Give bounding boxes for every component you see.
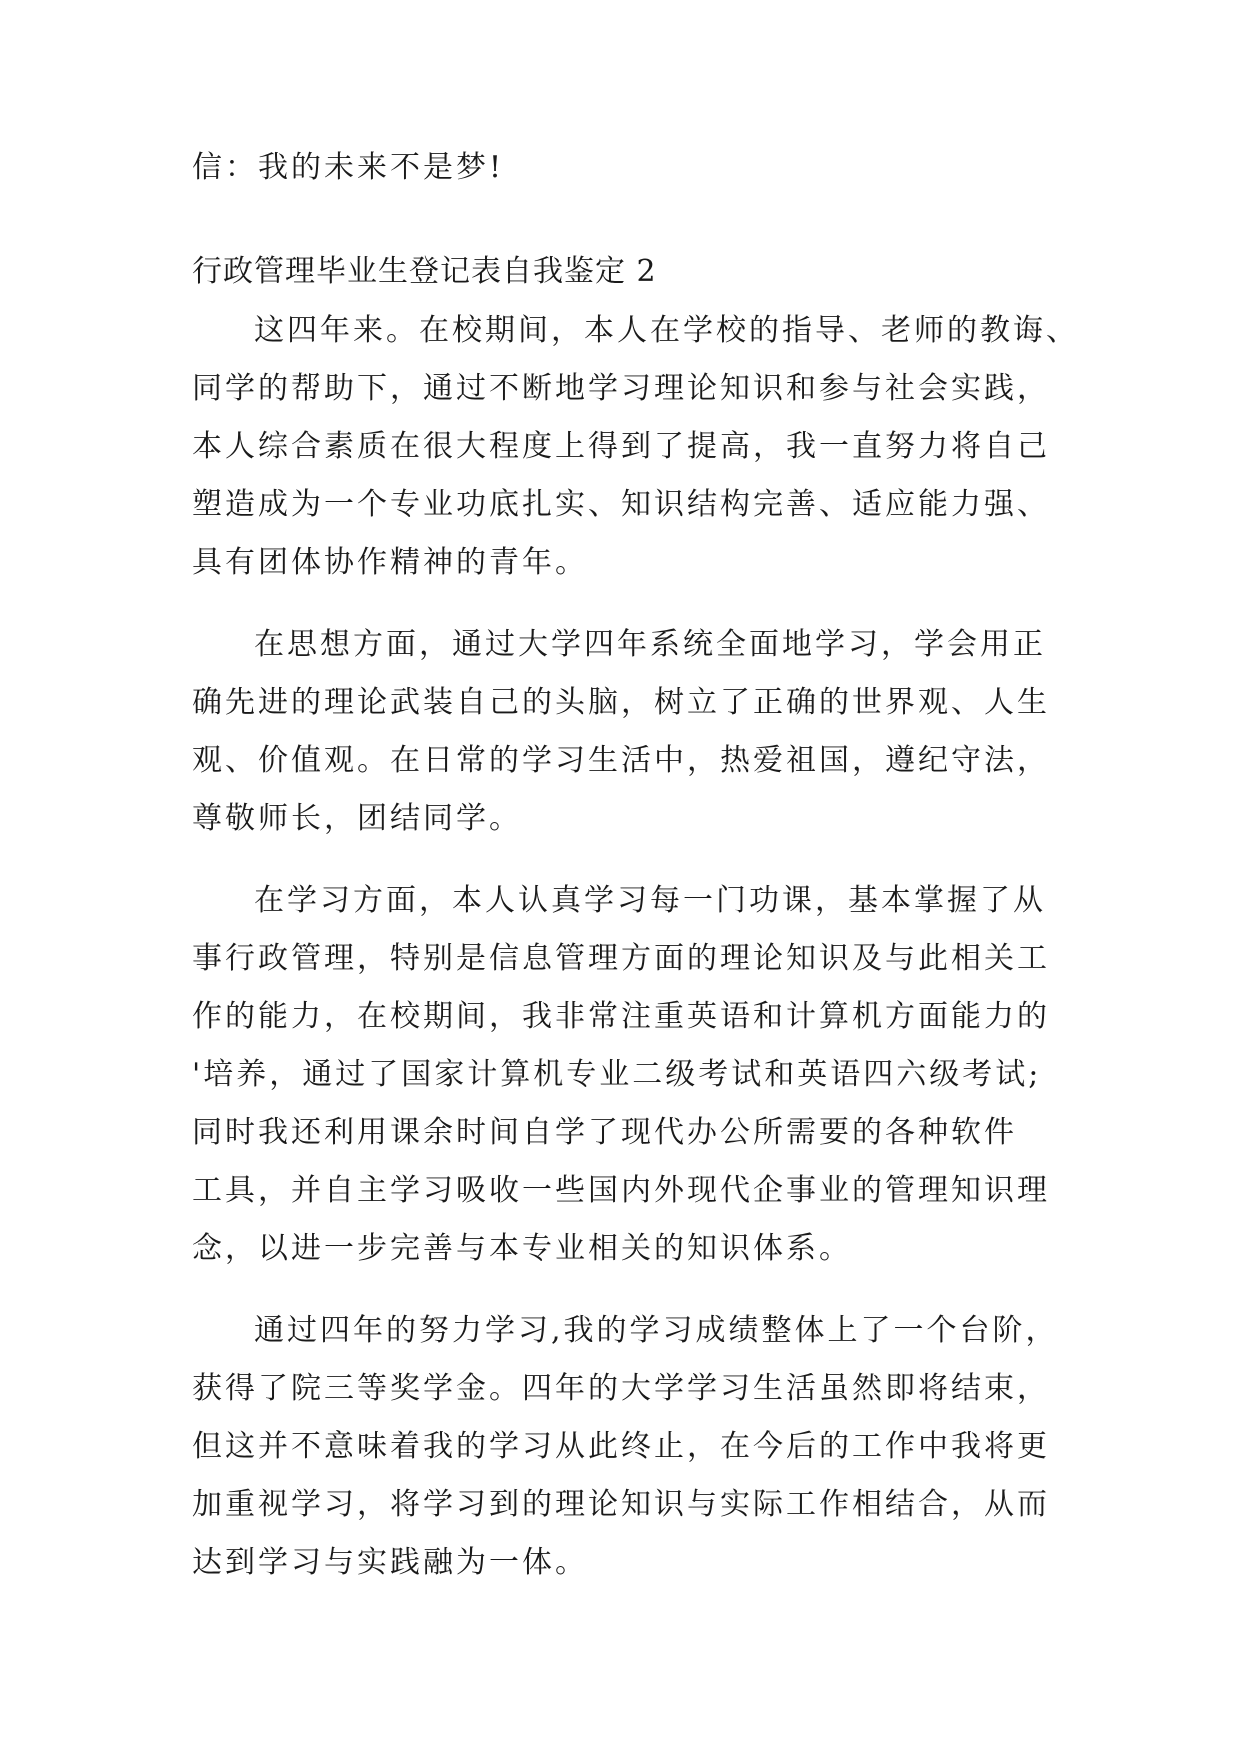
section-title: 行政管理毕业生登记表自我鉴定 2: [192, 254, 657, 289]
paragraph-line: 在学习方面，本人认真学习每一门功课，基本掌握了从: [254, 883, 1046, 918]
paragraph-line: 尊敬师长，团结同学。: [192, 801, 522, 836]
paragraph-line: 通过四年的努力学习,我的学习成绩整体上了一个台阶，: [254, 1313, 1059, 1348]
closing-line: 信：我的未来不是梦!: [192, 150, 505, 185]
paragraph-line: '培养，通过了国家计算机专业二级考试和英语四六级考试;: [192, 1057, 1042, 1092]
paragraph-line: 作的能力，在校期间，我非常注重英语和计算机方面能力的: [192, 999, 1050, 1034]
paragraph-line: 但这并不意味着我的学习从此终止，在今后的工作中我将更: [192, 1429, 1050, 1464]
paragraph-line: 同学的帮助下，通过不断地学习理论知识和参与社会实践，: [192, 371, 1050, 406]
paragraph-line: 加重视学习，将学习到的理论知识与实际工作相结合，从而: [192, 1487, 1050, 1522]
paragraph-line: 这四年来。在校期间，本人在学校的指导、老师的教诲、: [254, 313, 1079, 348]
paragraph-line: 获得了院三等奖学金。四年的大学学习生活虽然即将结束，: [192, 1371, 1050, 1406]
paragraph-line: 达到学习与实践融为一体。: [192, 1545, 588, 1580]
paragraph-line: 确先进的理论武装自己的头脑，树立了正确的世界观、人生: [192, 685, 1050, 720]
paragraph-line: 塑造成为一个专业功底扎实、知识结构完善、适应能力强、: [192, 487, 1050, 522]
paragraph-line: 事行政管理，特别是信息管理方面的理论知识及与此相关工: [192, 941, 1050, 976]
paragraph-line: 具有团体协作精神的青年。: [192, 545, 588, 580]
paragraph-line: 本人综合素质在很大程度上得到了提高，我一直努力将自己: [192, 429, 1050, 464]
paragraph-line: 工具，并自主学习吸收一些国内外现代企事业的管理知识理: [192, 1173, 1050, 1208]
paragraph-line: 同时我还利用课余时间自学了现代办公所需要的各种软件: [192, 1115, 1017, 1150]
paragraph-line: 念，以进一步完善与本专业相关的知识体系。: [192, 1231, 852, 1266]
paragraph-line: 观、价值观。在日常的学习生活中，热爱祖国，遵纪守法，: [192, 743, 1050, 778]
paragraph-line: 在思想方面，通过大学四年系统全面地学习，学会用正: [254, 627, 1046, 662]
